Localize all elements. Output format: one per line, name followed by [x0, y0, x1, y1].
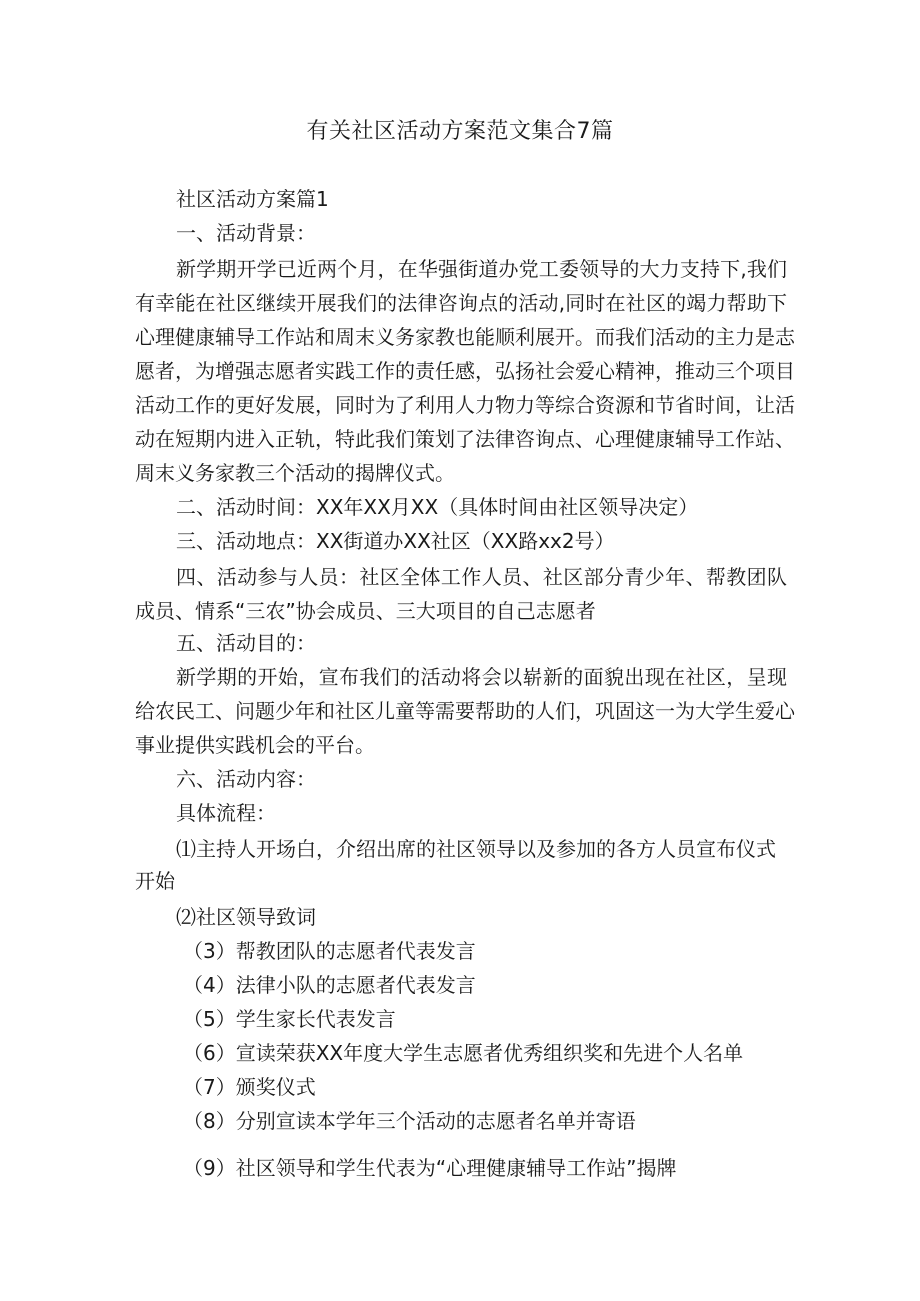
participants-line: 成员、情系“三农”协会成员、三大项目的自己志愿者	[135, 599, 596, 623]
background-line: 有幸能在社区继续开展我们的法律咨询点的活动,同时在社区的竭力帮助下	[135, 291, 787, 315]
flow-step: 开始	[135, 869, 175, 893]
flow-step: （9）社区领导和学生代表为“心理健康辅导工作站”揭牌	[183, 1156, 677, 1180]
flow-step: （4）法律小队的志愿者代表发言	[183, 973, 476, 997]
background-line: 周末义务家教三个活动的揭牌仪式。	[135, 461, 455, 485]
section-heading: 社区活动方案篇1	[176, 187, 329, 211]
background-heading: 一、活动背景：	[176, 221, 316, 245]
flow-step: （8）分别宣读本学年三个活动的志愿者名单并寄语	[183, 1109, 636, 1133]
flow-step: （3）帮教团队的志愿者代表发言	[183, 939, 476, 963]
background-line: 新学期开学已近两个月，在华强街道办党工委领导的大力支持下,我们	[176, 257, 787, 281]
participants-line: 四、活动参与人员：社区全体工作人员、社区部分青少年、帮教团队	[176, 565, 787, 589]
flow-step: （5）学生家长代表发言	[183, 1007, 396, 1031]
document-title: 有关社区活动方案范文集合7篇	[306, 119, 614, 144]
purpose-heading: 五、活动目的：	[176, 631, 316, 655]
flow-step: ⑴主持人开场白，介绍出席的社区领导以及参加的各方人员宣布仪式	[176, 837, 776, 861]
background-line: 心理健康辅导工作站和周末义务家教也能顺利展开。而我们活动的主力是志	[135, 325, 795, 349]
purpose-line: 给农民工、问题少年和社区儿童等需要帮助的人们，巩固这一为大学生爱心	[135, 699, 795, 723]
activity-time: 二、活动时间：XX年XX月XX（具体时间由社区领导决定）	[176, 495, 699, 519]
purpose-line: 事业提供实践机会的平台。	[135, 733, 375, 757]
flow-step: （7）颁奖仪式	[183, 1075, 316, 1099]
flow-step: （6）宣读荣获XX年度大学生志愿者优秀组织奖和先进个人名单	[183, 1041, 744, 1065]
background-line: 活动工作的更好发展，同时为了利用人力物力等综合资源和节省时间，让活	[135, 393, 795, 417]
activity-place: 三、活动地点：XX街道办XX社区（XX路xx2号）	[176, 529, 615, 553]
background-line: 动在短期内进入正轨，特此我们策划了法律咨询点、心理健康辅导工作站、	[135, 427, 795, 451]
flow-label: 具体流程：	[176, 801, 276, 825]
content-heading: 六、活动内容：	[176, 767, 316, 791]
flow-step: ⑵社区领导致词	[176, 905, 316, 929]
purpose-line: 新学期的开始，宣布我们的活动将会以崭新的面貌出现在社区，呈现	[176, 665, 787, 689]
background-line: 愿者，为增强志愿者实践工作的责任感，弘扬社会爱心精神，推动三个项目	[135, 359, 795, 383]
